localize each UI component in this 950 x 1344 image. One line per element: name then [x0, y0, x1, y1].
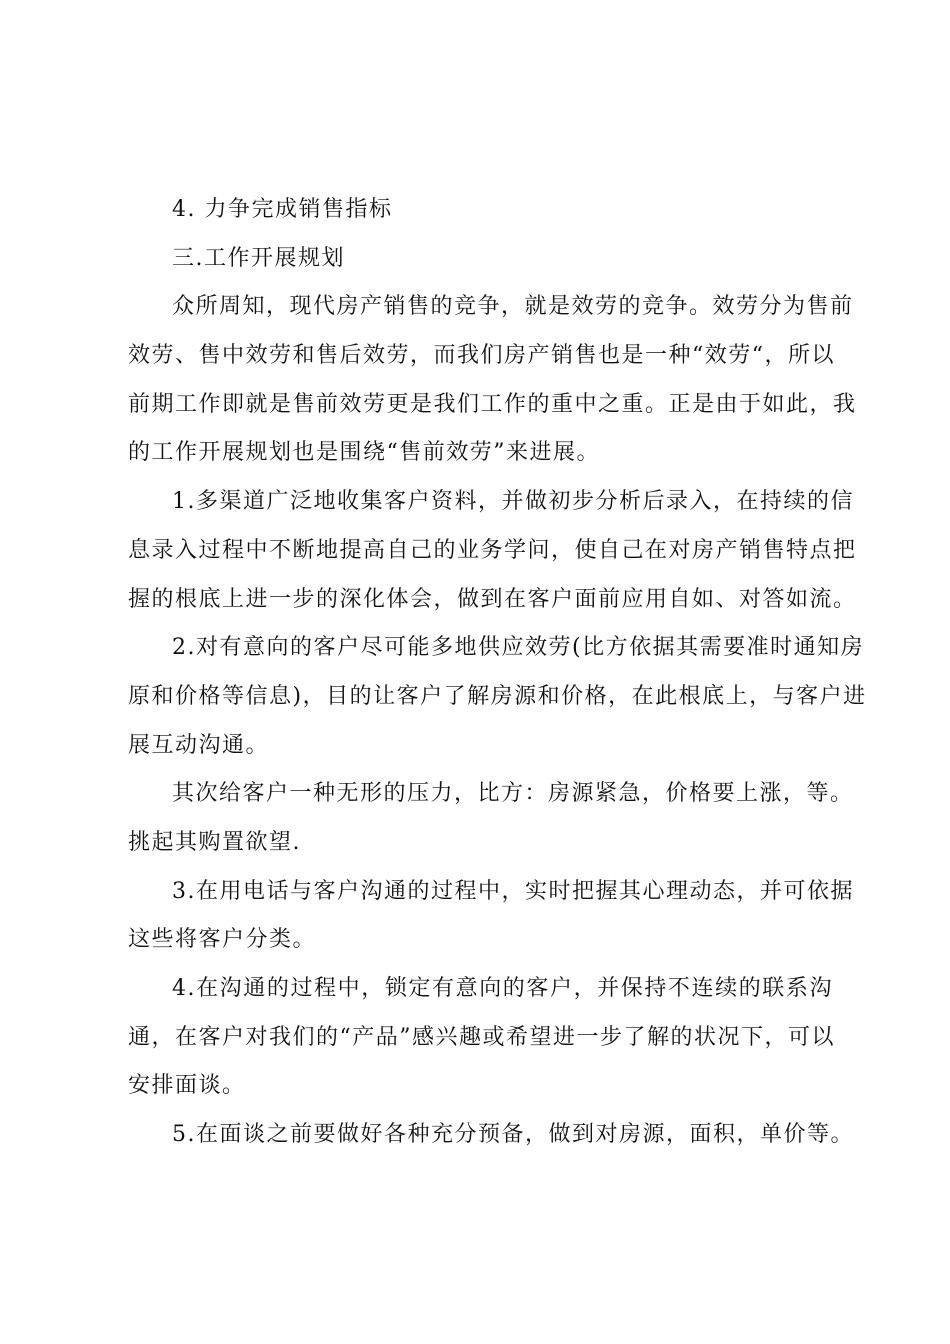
text-line: 效劳、售中效劳和售后效劳，而我们房产销售也是一种“效劳“，所以 [128, 343, 835, 369]
text-line: 其次给客户一种无形的压力，比方：房源紧急，价格要上涨，等。 [172, 781, 854, 807]
text-line: 1.多渠道广泛地收集客户资料，并做初步分析后录入，在持续的信 [172, 489, 854, 515]
text-line: 这些将客户分类。 [128, 927, 317, 953]
text-line: 三.工作开展规划 [172, 245, 345, 271]
text-line: 息录入过程中不断地提高自己的业务学问，使自己在对房产销售特点把 [128, 537, 857, 563]
text-line: 4.在沟通的过程中，锁定有意向的客户，并保持不连续的联系沟 [172, 976, 833, 1001]
text-line: 原和价格等信息)，目的让客户了解房源和价格，在此根底上，与客户进 [128, 683, 867, 709]
text-line: 5.在面谈之前要做好各种充分预备，做到对房源，面积，单价等。 [172, 1122, 854, 1148]
document-body [128, 186, 867, 1160]
text-line: 2.对有意向的客户尽可能多地供应效劳(比方依据其需要准时通知房 [172, 635, 865, 661]
text-line: 的工作开展规划也是围绕“售前效劳”来进展。 [128, 440, 600, 466]
text-line: 安排面谈。 [128, 1073, 246, 1099]
text-line: 4. 力争完成销售指标 [172, 197, 393, 222]
text-line: 众所周知，现代房产销售的竞争，就是效劳的竞争。效劳分为售前 [172, 294, 854, 320]
text-line: 挑起其购置欲望. [128, 829, 301, 855]
text-line: 前期工作即就是售前效劳更是我们工作的重中之重。正是由于如此，我 [128, 391, 857, 417]
text-line: 3.在用电话与客户沟通的过程中，实时把握其心理动态，并可依据 [172, 878, 854, 904]
text-line: 握的根底上进一步的深化体会，做到在客户面前应用自如、对答如流。 [128, 586, 857, 612]
text-line: 通，在客户对我们的“产品”感兴趣或希望进一步了解的状况下，可以 [128, 1024, 835, 1050]
text-line: 展互动沟通。 [128, 732, 270, 758]
